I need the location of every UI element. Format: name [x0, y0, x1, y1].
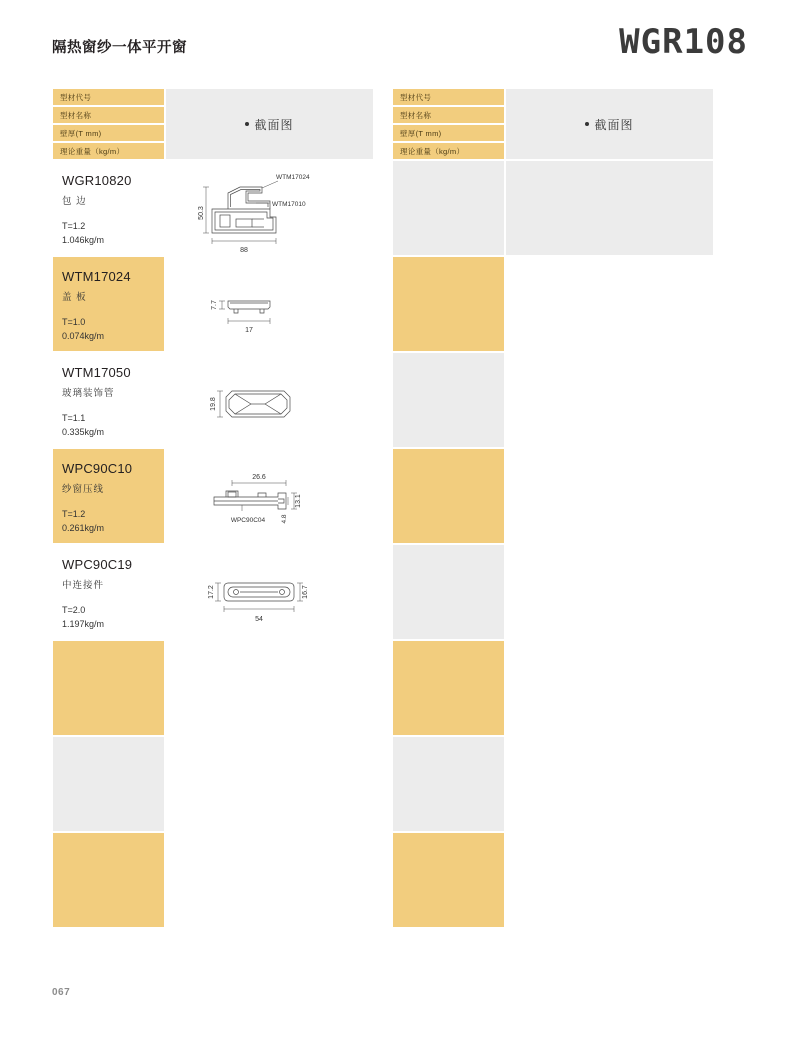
profile-code: WPC90C19 — [62, 557, 133, 572]
row-label-cell — [53, 641, 166, 737]
row-drawing-cell — [506, 545, 713, 641]
profile-weight: 1.197kg/m — [62, 619, 105, 629]
table-row — [393, 833, 713, 929]
section-drawing-wpc90c10 — [166, 449, 373, 543]
profile-name: 盖 板 — [62, 292, 87, 303]
row-label-cell — [53, 737, 166, 833]
table-row — [53, 641, 373, 737]
header-cell-section-right — [506, 89, 713, 161]
table-row — [53, 257, 373, 353]
row-drawing-cell — [506, 737, 713, 833]
section-drawing-wgr10820 — [166, 161, 373, 255]
row-label-cell — [393, 545, 506, 641]
row-label-cell — [393, 161, 506, 257]
profile-code: WGR10820 — [62, 173, 132, 188]
table-header-right — [393, 89, 713, 161]
svg-text:54: 54 — [255, 616, 263, 623]
row-drawing-cell — [166, 833, 373, 929]
row-label-cell — [393, 449, 506, 545]
table-row — [53, 161, 373, 257]
row-drawing-cell — [506, 161, 713, 257]
table-row — [393, 545, 713, 641]
row-drawing-cell — [166, 353, 373, 449]
svg-text:13.1: 13.1 — [295, 494, 302, 508]
svg-text:4.8: 4.8 — [281, 514, 288, 524]
row-label-cell — [393, 641, 506, 737]
header-cell-thickness: 壁厚(T mm) — [53, 125, 166, 143]
section-drawing-wtm17050 — [166, 353, 373, 447]
section-drawing-wpc90c19 — [166, 545, 373, 639]
row-drawing-cell — [166, 449, 373, 545]
table-row — [393, 641, 713, 737]
table-header-left — [53, 89, 373, 161]
row-label-cell — [53, 449, 166, 545]
header-cell-weight: 理论重量（kg/m） — [393, 143, 506, 161]
row-drawing-cell — [166, 737, 373, 833]
table-row — [393, 353, 713, 449]
profile-thickness: T=1.2 — [62, 509, 86, 519]
row-label-cell — [393, 257, 506, 353]
bullet-icon — [585, 122, 589, 126]
table-row — [393, 161, 713, 257]
profile-weight: 0.074kg/m — [62, 331, 105, 341]
table-row — [393, 257, 713, 353]
profile-name: 包 边 — [62, 196, 87, 207]
svg-text:WTM17024: WTM17024 — [276, 174, 310, 181]
header-cell-code: 型材代号 — [53, 89, 166, 107]
header-cell-code: 型材代号 — [393, 89, 506, 107]
page-number: 067 — [52, 987, 71, 998]
svg-text:19.8: 19.8 — [210, 397, 217, 411]
svg-text:WPC90C04: WPC90C04 — [230, 517, 266, 524]
table-row — [53, 737, 373, 833]
row-label-cell — [393, 737, 506, 833]
row-drawing-cell — [166, 545, 373, 641]
row-drawing-cell — [506, 833, 713, 929]
profile-name: 纱窗压线 — [62, 484, 105, 495]
svg-text:7.7: 7.7 — [211, 300, 218, 310]
row-label-cell — [53, 833, 166, 929]
table-row — [393, 449, 713, 545]
section-drawing-wtm17024 — [166, 257, 373, 351]
table-row — [53, 449, 373, 545]
svg-text:WTM17010: WTM17010 — [272, 201, 306, 208]
row-drawing-cell — [506, 449, 713, 545]
profile-thickness: T=1.2 — [62, 221, 86, 231]
profile-weight: 0.261kg/m — [62, 523, 105, 533]
row-drawing-cell — [166, 641, 373, 737]
table-row — [393, 737, 713, 833]
profile-code: WTM17024 — [62, 269, 131, 284]
header-cell-thickness: 壁厚(T mm) — [393, 125, 506, 143]
row-drawing-cell — [166, 161, 373, 257]
table-row — [53, 353, 373, 449]
row-label-cell — [393, 833, 506, 929]
series-code: WGR108 — [619, 22, 748, 62]
profile-thickness: T=2.0 — [62, 605, 86, 615]
profile-name: 中连接件 — [62, 580, 105, 591]
row-label-cell — [53, 353, 166, 449]
page-header — [0, 22, 800, 70]
profile-weight: 1.046kg/m — [62, 235, 105, 245]
row-label-cell — [53, 161, 166, 257]
bullet-icon — [245, 122, 249, 126]
profile-weight: 0.335kg/m — [62, 427, 105, 437]
svg-text:50.3: 50.3 — [198, 206, 205, 220]
header-section-label: 截面图 — [594, 117, 634, 132]
profile-table-left — [52, 88, 374, 930]
table-row — [53, 833, 373, 929]
profile-thickness: T=1.0 — [62, 317, 86, 327]
header-cell-weight: 理论重量（kg/m） — [53, 143, 166, 161]
page-title: 隔热窗纱一体平开窗 — [52, 40, 187, 56]
profile-code: WPC90C10 — [62, 461, 133, 476]
row-drawing-cell — [506, 353, 713, 449]
row-label-cell — [393, 353, 506, 449]
header-cell-name: 型材名称 — [393, 107, 506, 125]
row-drawing-cell — [506, 257, 713, 353]
row-drawing-cell — [166, 257, 373, 353]
table-row — [53, 545, 373, 641]
header-section-label: 截面图 — [254, 117, 294, 132]
profile-code: WTM17050 — [62, 365, 131, 380]
row-label-cell — [53, 257, 166, 353]
svg-text:16.7: 16.7 — [302, 585, 309, 599]
svg-text:88: 88 — [240, 247, 248, 254]
header-cell-name: 型材名称 — [53, 107, 166, 125]
profile-table-right — [392, 88, 714, 930]
header-cell-section-left — [166, 89, 373, 161]
svg-text:17.2: 17.2 — [208, 585, 215, 599]
row-label-cell — [53, 545, 166, 641]
svg-text:26.6: 26.6 — [252, 474, 266, 481]
svg-text:17: 17 — [245, 327, 253, 334]
profile-name: 玻璃装饰管 — [62, 388, 115, 399]
profile-thickness: T=1.1 — [62, 413, 86, 423]
row-drawing-cell — [506, 641, 713, 737]
